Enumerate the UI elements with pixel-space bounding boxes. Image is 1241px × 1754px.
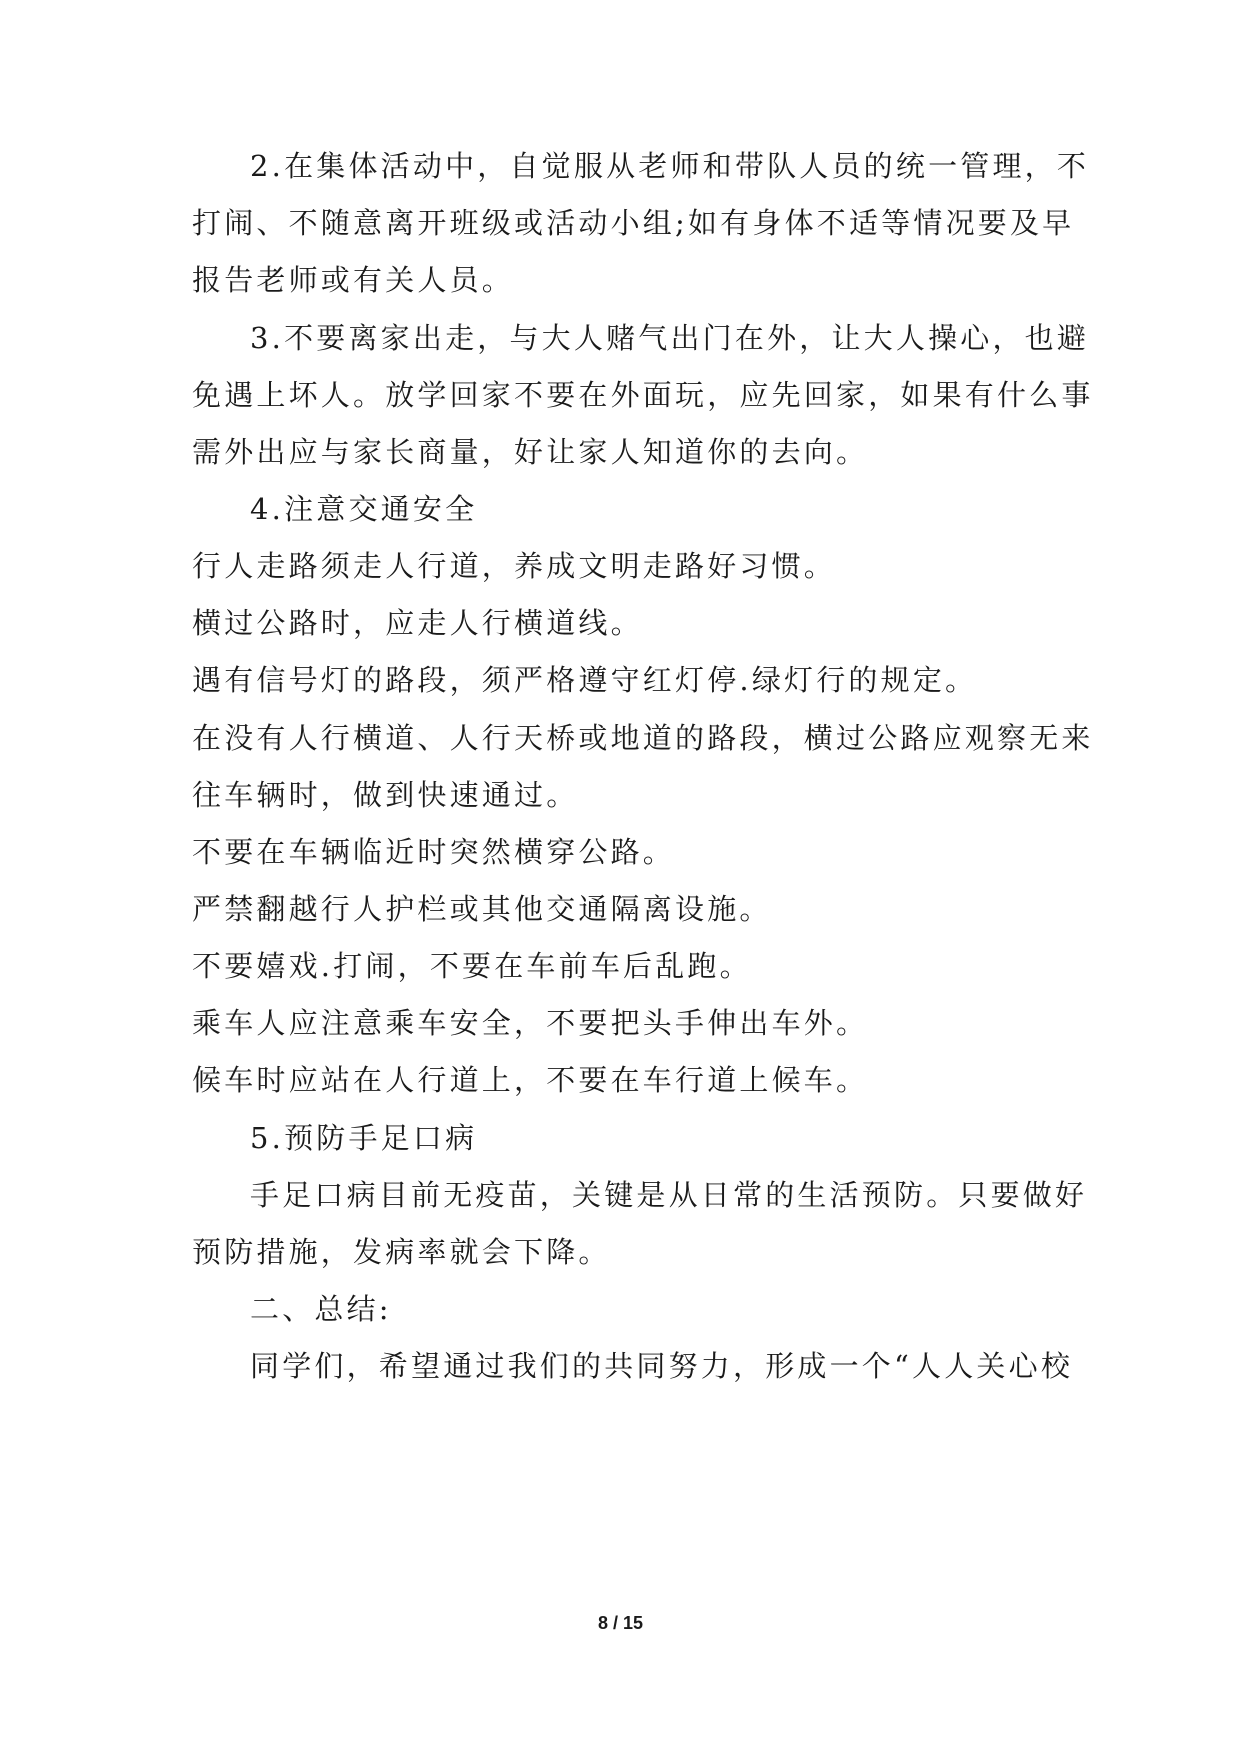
paragraph-line: 打闹、不随意离开班级或活动小组;如有身体不适等情况要及早 bbox=[192, 206, 1075, 240]
paragraph-line: 候车时应站在人行道上，不要在车行道上候车。 bbox=[192, 1063, 869, 1097]
paragraph-line: 乘车人应注意乘车安全，不要把头手伸出车外。 bbox=[192, 1006, 869, 1040]
paragraph-line: 报告老师或有关人员。 bbox=[192, 263, 515, 297]
page-number: 8 / 15 bbox=[597, 1613, 644, 1633]
paragraph-line: 3.不要离家出走，与大人赌气出门在外，让大人操心，也避 bbox=[250, 321, 1090, 355]
paragraph-line: 2.在集体活动中，自觉服从老师和带队人员的统一管理，不 bbox=[250, 149, 1090, 183]
paragraph-line: 横过公路时，应走人行横道线。 bbox=[192, 606, 643, 640]
paragraph-line: 行人走路须走人行道，养成文明走路好习惯。 bbox=[192, 549, 837, 583]
paragraph-line: 预防措施，发病率就会下降。 bbox=[192, 1235, 611, 1269]
paragraph-line: 不要嬉戏.打闹，不要在车前车后乱跑。 bbox=[192, 949, 752, 983]
paragraph-line: 同学们，希望通过我们的共同努力，形成一个“人人关心校 bbox=[250, 1349, 1074, 1383]
paragraph-line: 严禁翻越行人护栏或其他交通隔离设施。 bbox=[192, 892, 772, 926]
paragraph-line: 不要在车辆临近时突然横穿公路。 bbox=[192, 835, 676, 869]
paragraph-line: 免遇上坏人。放学回家不要在外面玩，应先回家，如果有什么事 bbox=[192, 378, 1094, 412]
section-heading: 二、总结: bbox=[250, 1292, 392, 1326]
paragraph-line: 需外出应与家长商量，好让家人知道你的去向。 bbox=[192, 435, 869, 469]
section-heading: 4.注意交通安全 bbox=[250, 492, 478, 526]
section-heading: 5.预防手足口病 bbox=[250, 1121, 478, 1155]
paragraph-line: 在没有人行横道、人行天桥或地道的路段，横过公路应观察无来 bbox=[192, 721, 1094, 755]
paragraph-line: 往车辆时，做到快速通过。 bbox=[192, 778, 579, 812]
paragraph-line: 遇有信号灯的路段，须严格遵守红灯停.绿灯行的规定。 bbox=[192, 663, 978, 697]
paragraph-line: 手足口病目前无疫苗，关键是从日常的生活预防。只要做好 bbox=[250, 1178, 1088, 1212]
